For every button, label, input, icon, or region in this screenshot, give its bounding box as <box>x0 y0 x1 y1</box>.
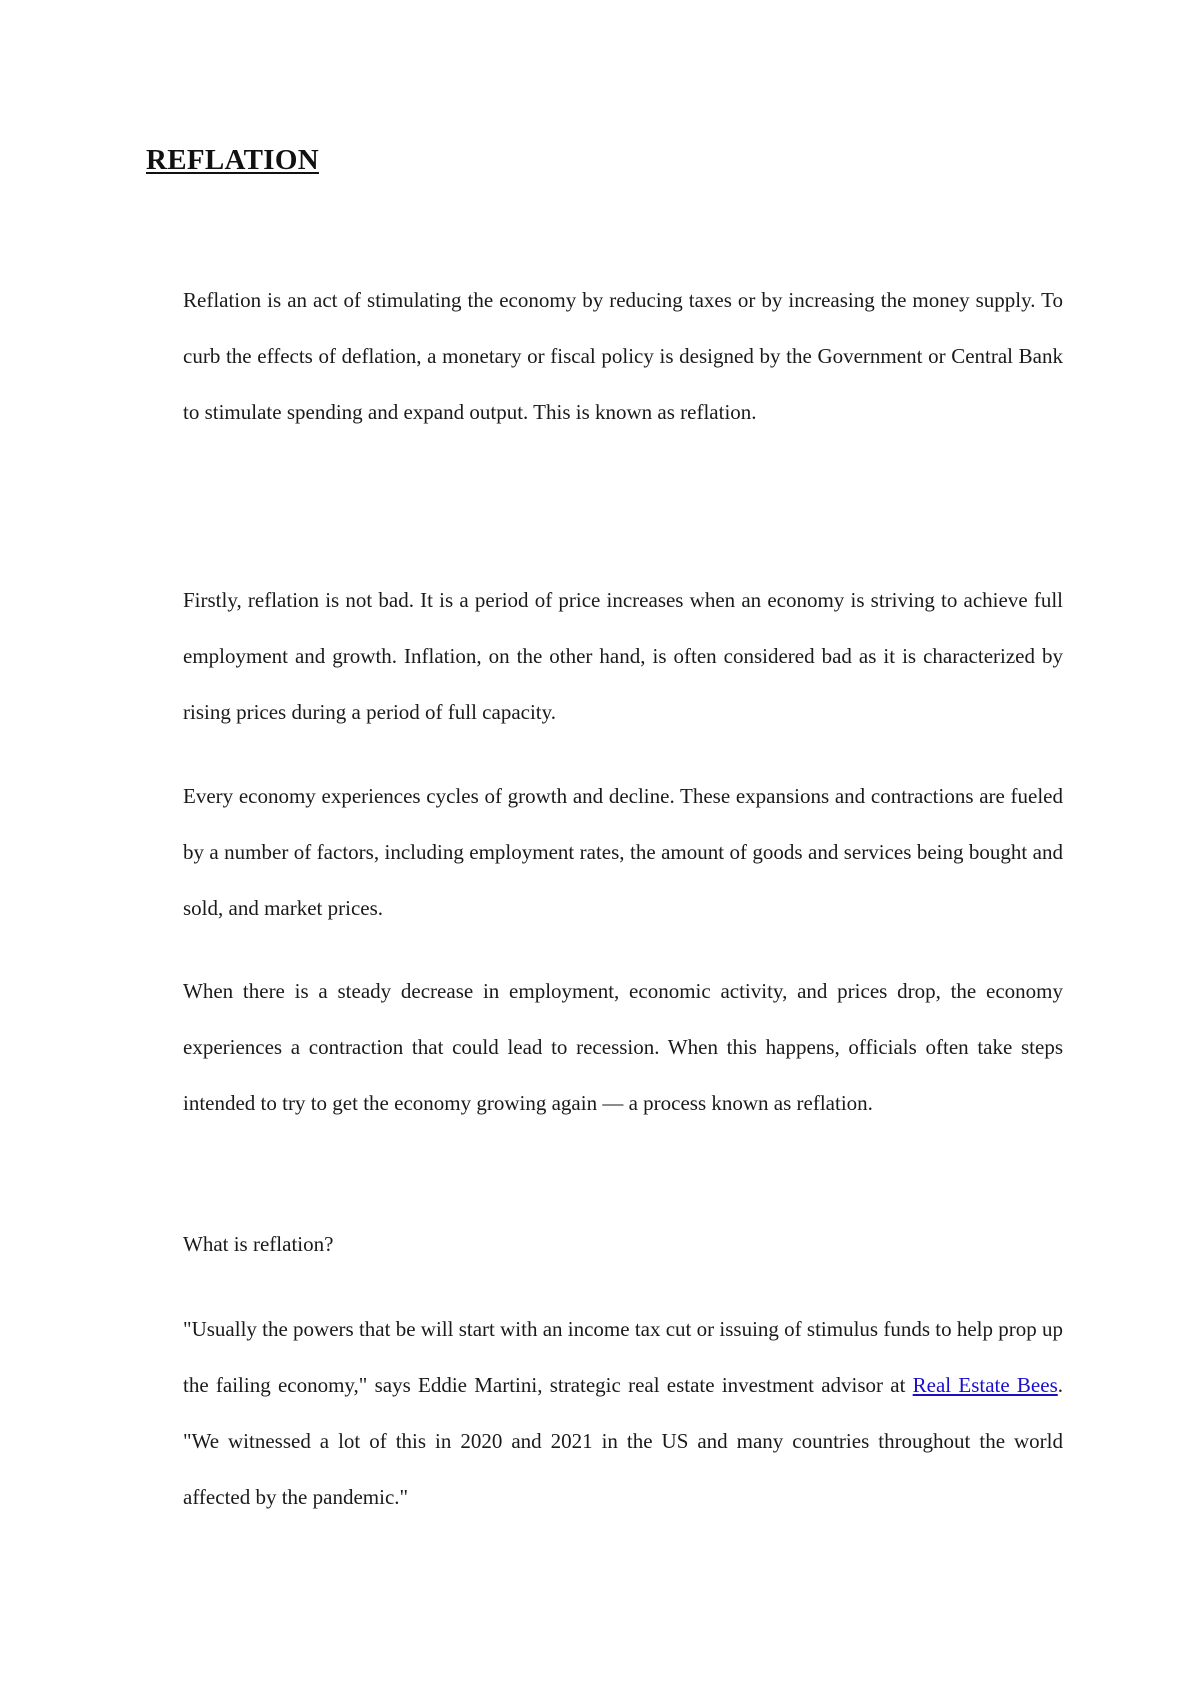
subheading-what-is-reflation: What is reflation? <box>183 1232 334 1256</box>
paragraph-contraction: When there is a steady decrease in employment, economic activity, and prices drop, the economy experiences a contraction that could lead to recession. When this happens, officials often take steps intended to try to get the economy growing again — a process known as reflation. <box>183 979 1063 1115</box>
paragraph-quote <box>183 1301 1063 1525</box>
paragraph-definition: Reflation is an act of stimulating the economy by reducing taxes or by increasing the money supply. To curb the effects of deflation, a monetary or fiscal policy is designed by the Government or Central Bank to stimulate spending and expand output. This is known as reflation. <box>183 288 1063 424</box>
paragraph-reflation-not-bad: Firstly, reflation is not bad. It is a period of price increases when an economy is striving to achieve full employment and growth. Inflation, on the other hand, is often considered bad as it is characterized by rising prices during a period of full capacity. <box>183 588 1063 724</box>
quote-text-after-link: . "We witnessed a lot of this in 2020 and 2021 in the US and many countries throughout the world affected by the pandemic." <box>183 1373 1063 1509</box>
document-title: REFLATION <box>146 144 319 176</box>
real-estate-bees-link[interactable]: Real Estate Bees <box>912 1373 1058 1397</box>
paragraph-economic-cycles: Every economy experiences cycles of growth and decline. These expansions and contractions are fueled by a number of factors, including employment rates, the amount of goods and services being bought and sold, and market prices. <box>183 784 1063 920</box>
quote-text-before-link: "Usually the powers that be will start with an income tax cut or issuing of stimulus funds to help prop up the failing economy," says Eddie Martini, strategic real estate investment advisor at <box>183 1317 1063 1397</box>
